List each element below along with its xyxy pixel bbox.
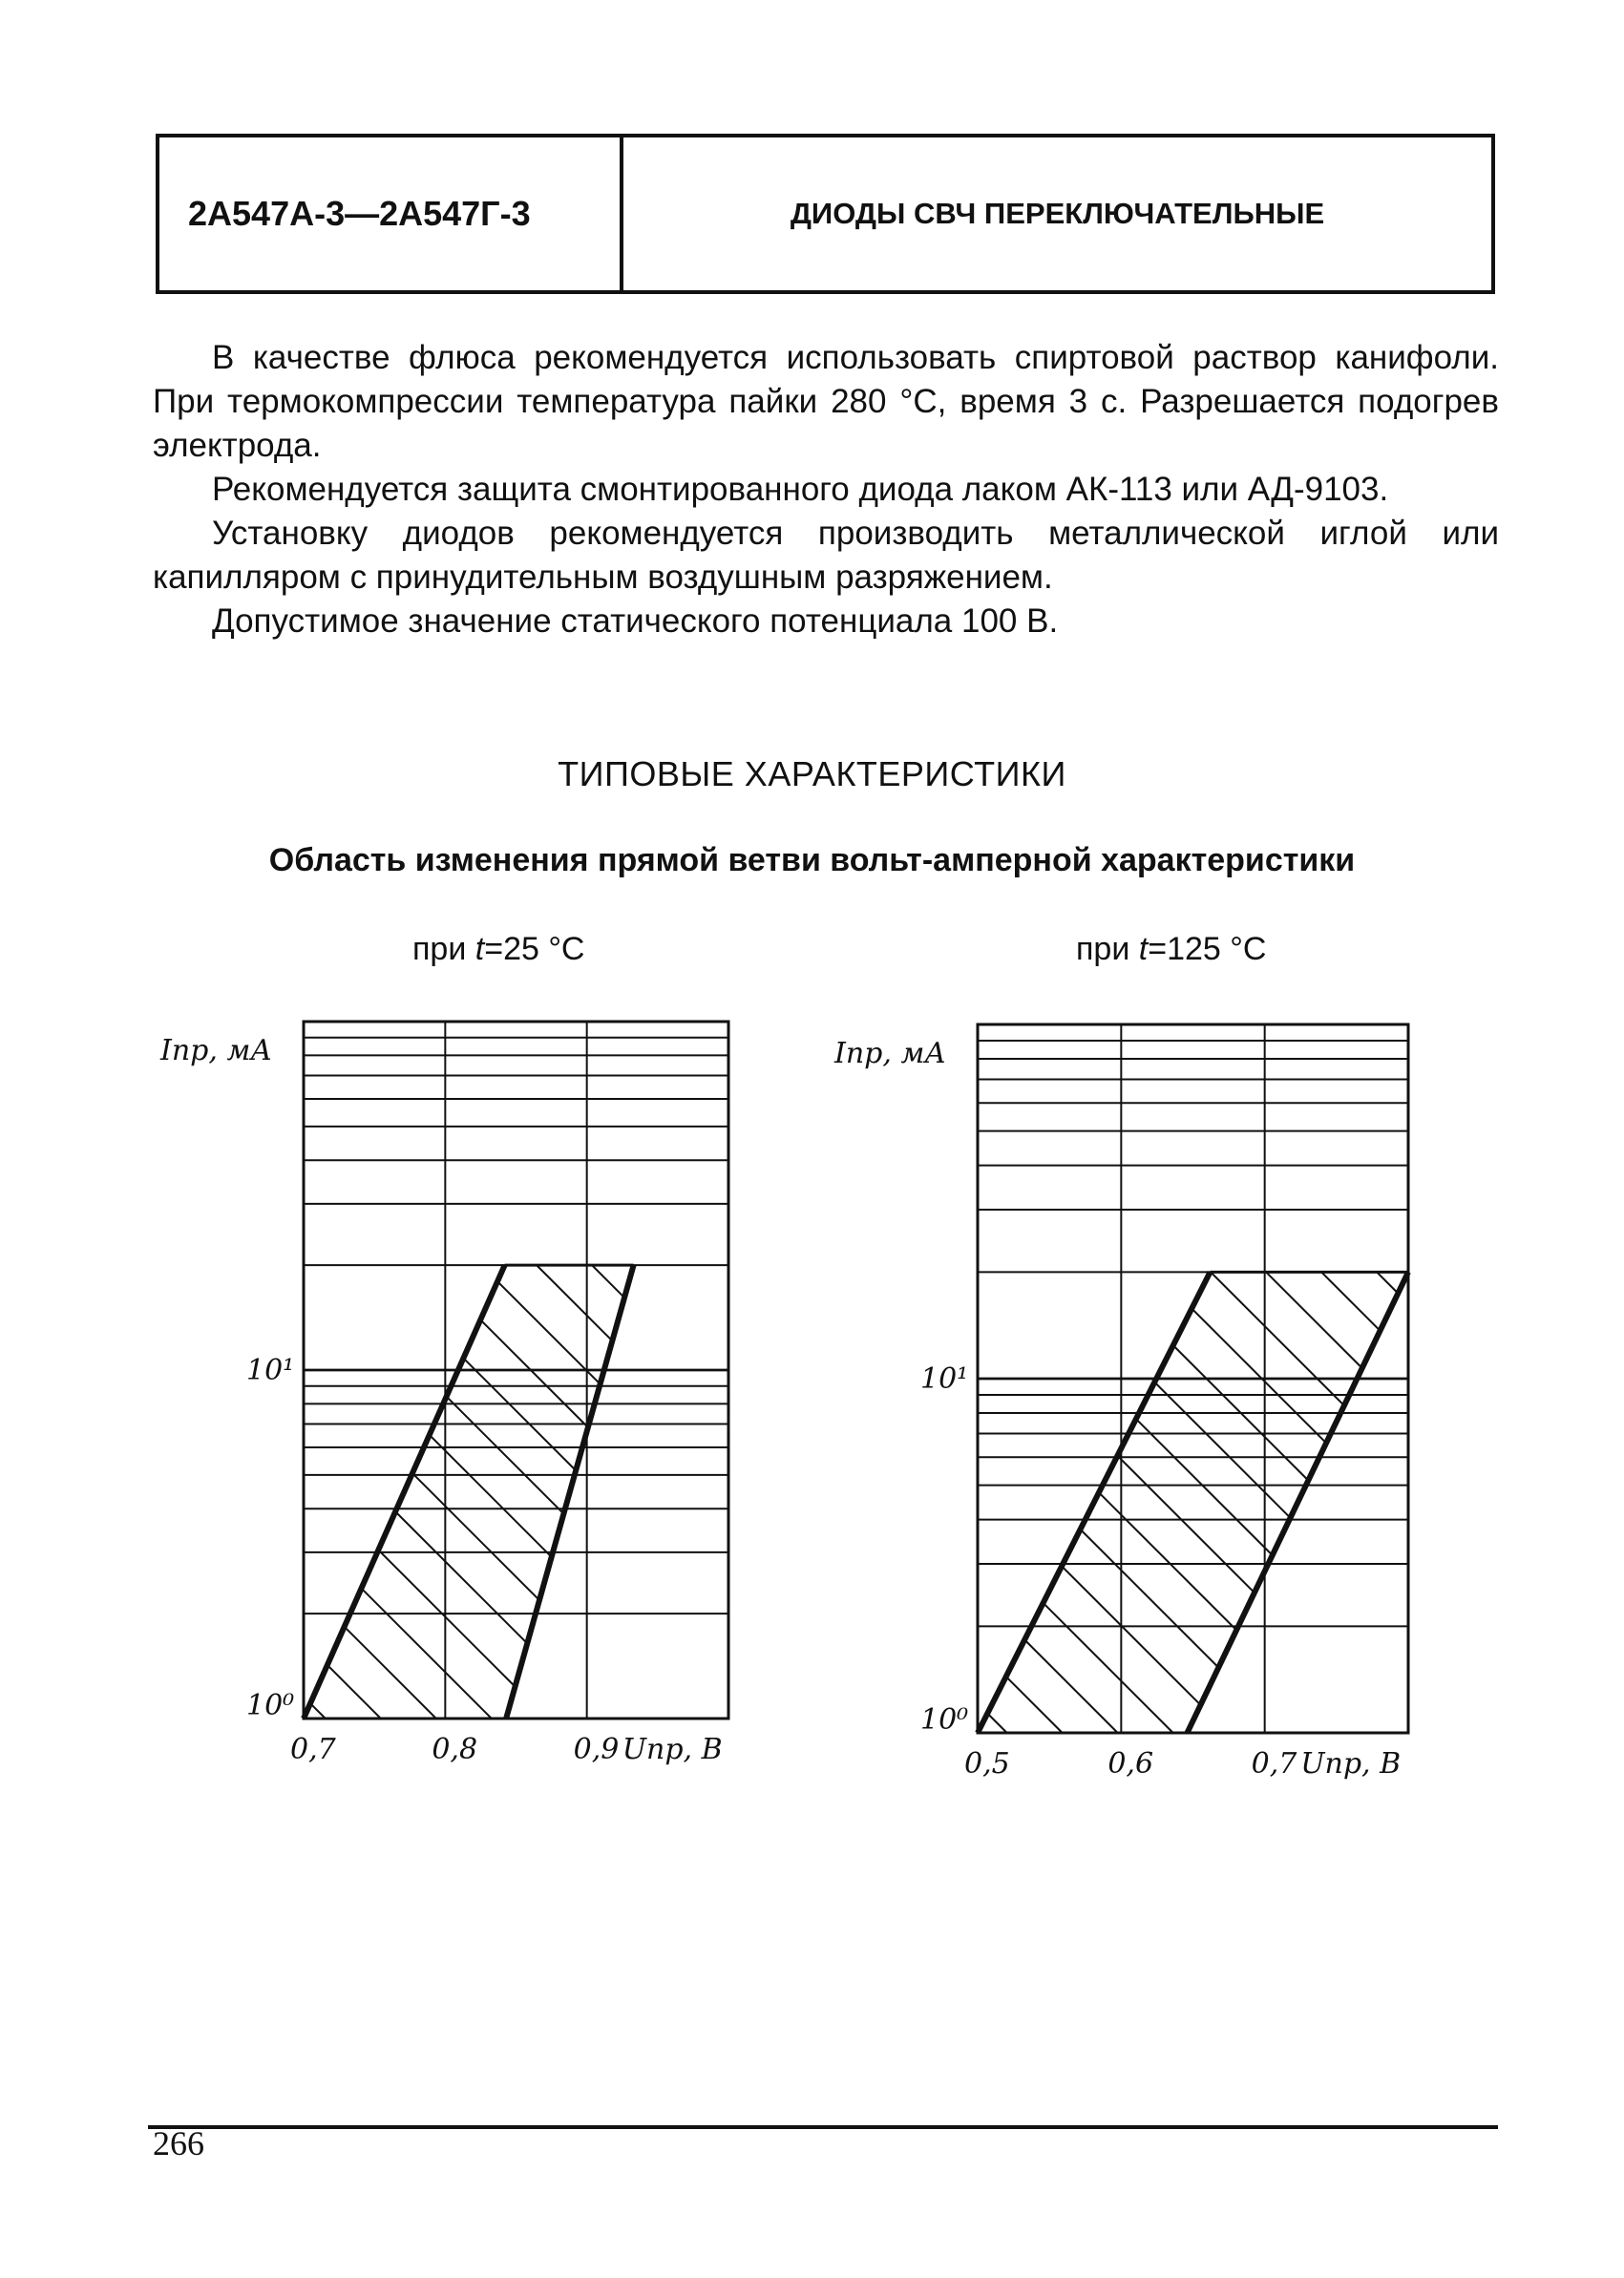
chart1-hatch (463, 1359, 576, 1471)
paragraph-1: В качестве флюса рекомендуется использовать спиртовой раствор канифоли. При термокомпрессии температура пайки 280 °С, время 3 с. Разрешается подогрев электрода. (153, 339, 1499, 464)
chart2-hatch (1117, 1456, 1254, 1592)
chart1-hatch (378, 1550, 515, 1686)
chart1-ytick-1: 10¹ (246, 1354, 295, 1387)
condition-left-value: =25 °С (484, 931, 585, 967)
chart2-hatch (1006, 1677, 1063, 1733)
chart2-hatch (1044, 1603, 1173, 1733)
chart2-hatch (1192, 1309, 1326, 1444)
chart2-hatch (1154, 1382, 1290, 1518)
chart1-ytick-0: 10⁰ (246, 1689, 295, 1722)
chart1-xtick-1: 0,8 (432, 1733, 478, 1766)
chart-heading: Область изменения прямой ветви вольт-амперной характеристики (268, 842, 1356, 878)
footer-rule (148, 2125, 1498, 2129)
chart1-lower-bound-line (304, 1265, 505, 1719)
chart2-xtick-1: 0,6 (1107, 1747, 1154, 1781)
chart1-xtick-0: 0,7 (290, 1733, 336, 1766)
chart2-hatch (1081, 1529, 1219, 1668)
chart2-ylabel: Iпр, мА (834, 1037, 947, 1070)
chart2-lower-bound-line (978, 1272, 1211, 1733)
chart1-hatch (537, 1265, 612, 1340)
paragraph-2: Рекомендуется защита смонтированного диода лаком АК-113 или АД-9103. (212, 471, 1389, 508)
chart2-xtick-0: 0,5 (964, 1747, 1010, 1781)
chart1-hatch (592, 1265, 624, 1297)
condition-left-prefix: при (412, 931, 475, 967)
chart1-hatch (430, 1435, 552, 1557)
chart2-hatch (1099, 1492, 1236, 1630)
chart1-hatch (345, 1627, 436, 1719)
chart2-hatch (1377, 1272, 1398, 1293)
section-title: ТИПОВЫЕ ХАРАКТЕРИСТИКИ (558, 754, 1066, 793)
chart2-hatch (1266, 1272, 1362, 1368)
chart2-xlabel: Uпр, В (1300, 1747, 1402, 1781)
header-title: ДИОДЫ СВЧ ПЕРЕКЛЮЧАТЕЛЬНЫЕ (790, 197, 1325, 230)
chart2-hatch (1321, 1272, 1381, 1331)
chart2-ytick-1: 10¹ (920, 1362, 969, 1396)
condition-right-var: t (1138, 931, 1149, 967)
paragraph-3: Установку диодов рекомендуется производить металлической иглой или капилляром с принудительным воздушным разряжением. (153, 515, 1499, 596)
chart1-hatch (310, 1703, 326, 1719)
chart2-hatch (987, 1714, 1006, 1733)
chart1-ylabel: Iпр, мА (160, 1034, 273, 1067)
part-number: 2А547А-3—2А547Г-3 (159, 137, 623, 290)
chart2-xtick-2: 0,7 (1251, 1747, 1297, 1781)
chart1-upper-bound-line (506, 1265, 634, 1719)
chart1-hatch (327, 1665, 381, 1719)
chart1-hatch (361, 1589, 491, 1719)
chart1-hatch (480, 1319, 588, 1427)
chart1-hatch (497, 1281, 601, 1384)
paragraph-4: Допустимое значение статического потенциала 100 В. (212, 602, 1059, 640)
chart2-hatch (1024, 1640, 1117, 1733)
chart1-xtick-2: 0,9 (573, 1733, 620, 1766)
chart2-hatch (1136, 1419, 1273, 1555)
condition-right-value: =125 °С (1148, 931, 1267, 967)
chart1-xlabel: Uпр, В (622, 1733, 723, 1766)
chart1-hatch (395, 1511, 527, 1643)
condition-right-prefix: при (1076, 931, 1139, 967)
chart2-hatch (1211, 1272, 1344, 1405)
chart2-ytick-0: 10⁰ (920, 1703, 969, 1737)
chart1-hatch (447, 1397, 564, 1514)
chart1-hatch (412, 1473, 539, 1600)
page-number: 266 (153, 2124, 204, 2162)
condition-left-var: t (475, 931, 485, 967)
chart2-hatch (1062, 1566, 1200, 1704)
